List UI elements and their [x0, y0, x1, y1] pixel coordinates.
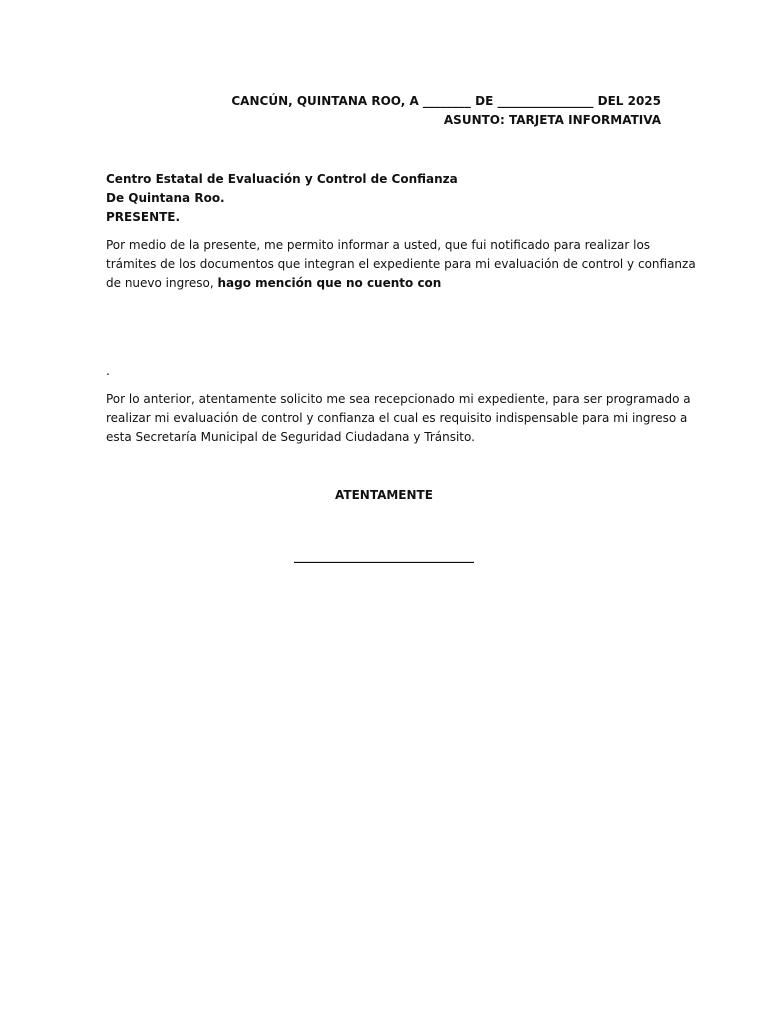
paragraph-1-bold-text: hago mención que no cuento con — [217, 276, 442, 291]
paragraph-2-line-1: Por lo anterior, atentamente solicito me sea recepcionado mi expediente, para ser programado a — [106, 392, 691, 406]
recipient-institution: Centro Estatal de Evaluación y Control de Confianza — [106, 172, 458, 186]
paragraph-1-line-3 — [106, 274, 661, 293]
subject-line: ASUNTO: TARJETA INFORMATIVA — [443, 113, 661, 127]
paragraph-1-regular-text: de nuevo ingreso, — [106, 276, 218, 291]
closing-salutation: ATENTAMENTE — [335, 488, 433, 502]
separator-dot: . — [106, 364, 110, 378]
body-paragraph-1 — [106, 236, 696, 294]
recipient-presente: PRESENTE. — [106, 210, 181, 224]
body-paragraph-2 — [106, 390, 691, 448]
paragraph-2-line-2: realizar mi evaluación de control y confianza el cual es requisito indispensable para mi ingreso a — [106, 411, 688, 426]
paragraph-1-line-2: trámites de los documentos que integran el expediente para mi evaluación de control y confianza — [106, 257, 696, 272]
recipient-block — [106, 170, 661, 227]
recipient-state: De Quintana Roo. — [106, 191, 225, 205]
paragraph-2-line-3: esta Secretaría Municipal de Seguridad Ciudadana y Tránsito. — [106, 430, 475, 445]
place-date-line: CANCÚN, QUINTANA ROO, A ________ DE ________________ DEL 2025 — [231, 94, 661, 108]
paragraph-1-line-1: Por medio de la presente, me permito informar a usted, que fui notificado para realizar los — [106, 238, 651, 252]
letter-header — [106, 92, 661, 130]
signature-line: ______________________________ — [294, 549, 474, 563]
